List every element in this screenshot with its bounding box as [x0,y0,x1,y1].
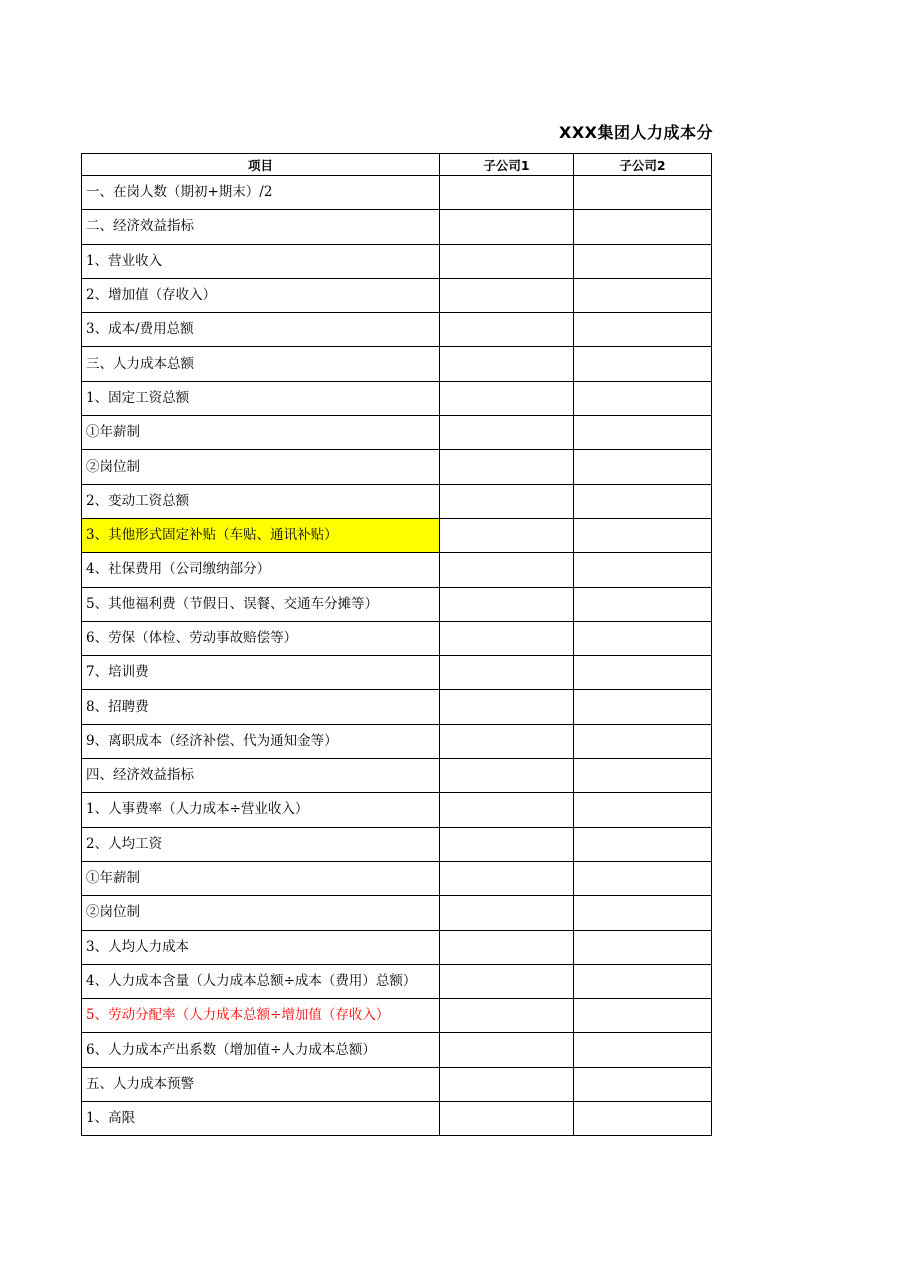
row-label[interactable]: 2、增加值（存收入） [82,278,440,312]
table-row [82,964,712,998]
cell-subsidiary-1[interactable] [440,450,574,484]
row-label[interactable]: 五、人力成本预警 [82,1067,440,1101]
row-label[interactable]: 5、劳动分配率（人力成本总额÷增加值（存收入） [82,999,440,1033]
table-row [82,930,712,964]
table-row [82,244,712,278]
cell-subsidiary-2[interactable] [574,999,712,1033]
row-label[interactable]: ①年薪制 [82,416,440,450]
table-row [82,1067,712,1101]
row-label[interactable]: 3、人均人力成本 [82,930,440,964]
table-row [82,1033,712,1067]
row-label[interactable]: 1、高限 [82,1102,440,1136]
cell-subsidiary-2[interactable] [574,553,712,587]
cell-subsidiary-1[interactable] [440,278,574,312]
table-row [82,587,712,621]
sheet-title: XXX集团人力成本分 [559,123,714,142]
cell-subsidiary-2[interactable] [574,278,712,312]
row-label[interactable]: 1、固定工资总额 [82,381,440,415]
table-row [82,999,712,1033]
table-row [82,1102,712,1136]
table-row [82,690,712,724]
cell-subsidiary-1[interactable] [440,964,574,998]
row-label[interactable]: 3、成本/费用总额 [82,313,440,347]
table-row [82,450,712,484]
row-label[interactable]: ②岗位制 [82,896,440,930]
cell-subsidiary-1[interactable] [440,793,574,827]
table-row [82,861,712,895]
header-subsidiary-1: 子公司1 [440,154,574,176]
cell-subsidiary-1[interactable] [440,621,574,655]
cell-subsidiary-2[interactable] [574,621,712,655]
cell-subsidiary-2[interactable] [574,896,712,930]
table-row [82,210,712,244]
cell-subsidiary-2[interactable] [574,176,712,210]
table-row [82,553,712,587]
cell-subsidiary-1[interactable] [440,416,574,450]
cell-subsidiary-1[interactable] [440,244,574,278]
cell-subsidiary-2[interactable] [574,964,712,998]
table-row [82,278,712,312]
table-row [82,176,712,210]
table-row [82,759,712,793]
cell-subsidiary-2[interactable] [574,690,712,724]
row-label[interactable]: 一、在岗人数（期初+期末）/2 [82,176,440,210]
cell-subsidiary-2[interactable] [574,724,712,758]
cell-subsidiary-2[interactable] [574,347,712,381]
header-subsidiary-2: 子公司2 [574,154,712,176]
cell-subsidiary-1[interactable] [440,176,574,210]
cell-subsidiary-2[interactable] [574,1067,712,1101]
row-label[interactable]: 四、经济效益指标 [82,759,440,793]
row-label[interactable]: ①年薪制 [82,861,440,895]
row-label[interactable]: 1、人事费率（人力成本÷营业收入） [82,793,440,827]
row-label[interactable]: 6、劳保（体检、劳动事故赔偿等） [82,621,440,655]
cell-subsidiary-1[interactable] [440,1102,574,1136]
cost-analysis-table [81,153,712,1136]
table-row [82,621,712,655]
cell-subsidiary-2[interactable] [574,313,712,347]
row-label[interactable]: 1、营业收入 [82,244,440,278]
row-label[interactable]: 8、招聘费 [82,690,440,724]
row-label[interactable]: 二、经济效益指标 [82,210,440,244]
cell-subsidiary-1[interactable] [440,656,574,690]
row-label[interactable]: 3、其他形式固定补贴（车贴、通讯补贴） [82,518,440,552]
header-row [82,154,712,176]
cell-subsidiary-2[interactable] [574,244,712,278]
cell-subsidiary-2[interactable] [574,381,712,415]
row-label[interactable]: 9、离职成本（经济补偿、代为通知金等） [82,724,440,758]
cell-subsidiary-1[interactable] [440,553,574,587]
cell-subsidiary-1[interactable] [440,347,574,381]
cell-subsidiary-1[interactable] [440,759,574,793]
cell-subsidiary-1[interactable] [440,1033,574,1067]
cell-subsidiary-1[interactable] [440,896,574,930]
table-row [82,896,712,930]
row-label[interactable]: 5、其他福利费（节假日、误餐、交通车分摊等） [82,587,440,621]
table-row [82,724,712,758]
cell-subsidiary-2[interactable] [574,1033,712,1067]
cell-subsidiary-1[interactable] [440,930,574,964]
row-label[interactable]: 4、社保费用（公司缴纳部分） [82,553,440,587]
cell-subsidiary-1[interactable] [440,484,574,518]
table-row [82,381,712,415]
cell-subsidiary-2[interactable] [574,793,712,827]
cell-subsidiary-1[interactable] [440,827,574,861]
cell-subsidiary-2[interactable] [574,1102,712,1136]
cell-subsidiary-2[interactable] [574,759,712,793]
cell-subsidiary-1[interactable] [440,518,574,552]
cell-subsidiary-1[interactable] [440,210,574,244]
table-row [82,656,712,690]
cell-subsidiary-2[interactable] [574,416,712,450]
cell-subsidiary-2[interactable] [574,484,712,518]
cell-subsidiary-1[interactable] [440,381,574,415]
cell-subsidiary-1[interactable] [440,313,574,347]
row-label[interactable]: 6、人力成本产出系数（增加值÷人力成本总额） [82,1033,440,1067]
cell-subsidiary-2[interactable] [574,930,712,964]
row-label[interactable]: ②岗位制 [82,450,440,484]
row-label[interactable]: 4、人力成本含量（人力成本总额÷成本（费用）总额） [82,964,440,998]
row-label[interactable]: 三、人力成本总额 [82,347,440,381]
cell-subsidiary-1[interactable] [440,1067,574,1101]
table-row [82,416,712,450]
cell-subsidiary-1[interactable] [440,587,574,621]
cell-subsidiary-2[interactable] [574,861,712,895]
row-label[interactable]: 2、人均工资 [82,827,440,861]
table-row [82,793,712,827]
table-row [82,313,712,347]
cell-subsidiary-1[interactable] [440,724,574,758]
table-row [82,484,712,518]
cell-subsidiary-2[interactable] [574,210,712,244]
table-row [82,518,712,552]
table-row [82,347,712,381]
row-label[interactable]: 2、变动工资总额 [82,484,440,518]
row-label[interactable]: 7、培训费 [82,656,440,690]
cell-subsidiary-2[interactable] [574,827,712,861]
header-item: 项目 [82,154,440,176]
cell-subsidiary-2[interactable] [574,450,712,484]
cell-subsidiary-2[interactable] [574,656,712,690]
cell-subsidiary-1[interactable] [440,999,574,1033]
cell-subsidiary-1[interactable] [440,861,574,895]
table-row [82,827,712,861]
cell-subsidiary-2[interactable] [574,518,712,552]
cell-subsidiary-2[interactable] [574,587,712,621]
cell-subsidiary-1[interactable] [440,690,574,724]
